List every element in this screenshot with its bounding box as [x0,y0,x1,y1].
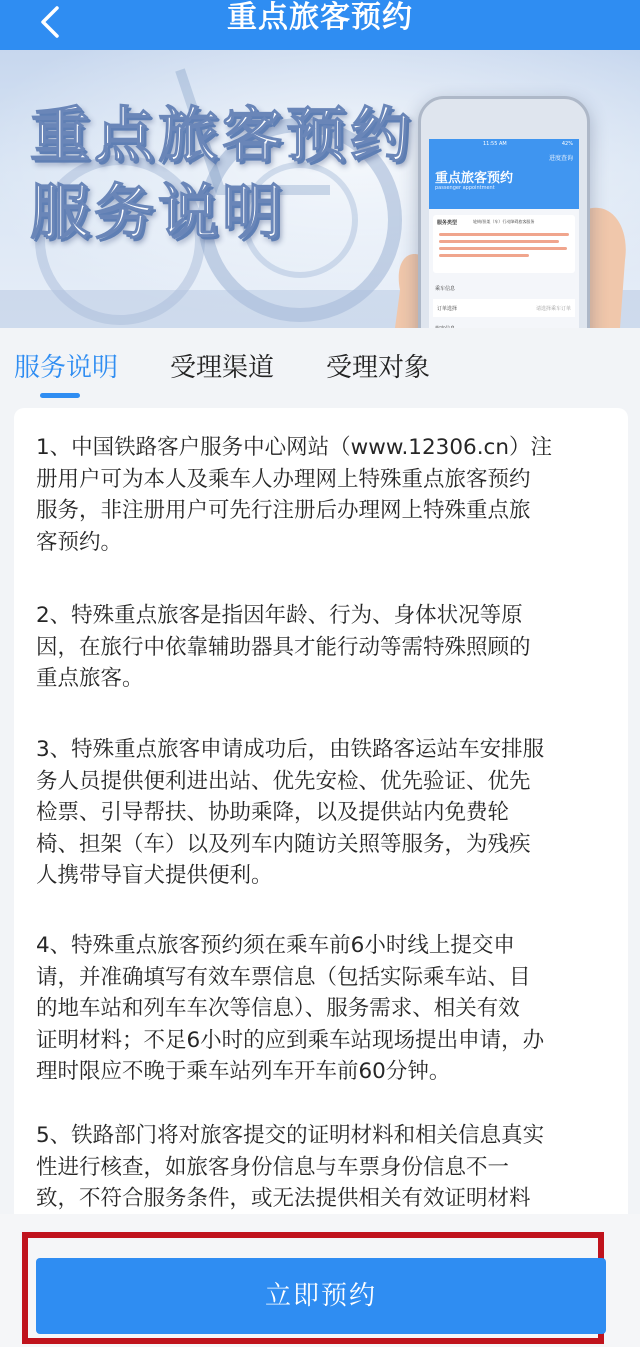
phone-top-link: 进度查询 [548,155,573,162]
paragraph-line: 3、特殊重点旅客申请成功后，由铁路客运站车安排服 [36,737,545,762]
description-paragraph [36,1120,608,1215]
chevron-left-icon [37,5,63,39]
banner-title-line1: 重点旅客预约 [30,101,414,171]
paragraph-line: 客预约。 [36,529,123,555]
paragraph-line: 证明材料；不足6小时的应到乘车站现场提出申请，办 [36,1027,545,1053]
paragraph-line: 致，不符合服务条件，或无法提供相关有效证明材料 [36,1186,531,1211]
paragraph-line: 请，并准确填写有效车票信息（包括实际乘车站、目 [36,964,531,990]
paragraph-line: 因，在旅行中依靠辅助器具才能行动等需特殊照顾的 [36,634,531,660]
description-paragraph [36,432,608,558]
phone-order-label: 订单选择 [437,306,458,312]
phone-status-time: 11:55 AM [483,141,507,147]
paragraph-line: 4、特殊重点旅客预约须在乘车前6小时线上提交申 [36,933,515,958]
phone-service-type-label: 服务类型 [437,220,458,226]
paragraph-line: 1、中国铁路客户服务中心网站（www.12306.cn）注 [36,435,552,460]
reserve-now-button[interactable]: 立即预约 [36,1258,606,1334]
paragraph-line: 椅、担架（车）以及列车内随访关照等服务，为残疾 [36,831,531,857]
page-title: 重点旅客预约 [227,0,413,35]
phone-status-battery: 42% [561,141,573,147]
active-tab-indicator [40,393,80,398]
service-description-content[interactable] [14,408,628,1308]
phone-service-type-value: 轮椅/担架（车）行动障碍旅客服务 [473,219,535,224]
paragraph-line: 5、铁路部门将对旅客提交的证明材料和相关信息真实 [36,1123,545,1148]
phone-service-card [433,215,575,273]
description-paragraph [36,600,608,695]
description-paragraph [36,734,608,892]
banner-title-line2: 服务说明 [30,178,286,248]
paragraph-line: 服务，非注册用户可先行注册后办理网上特殊重点旅 [36,498,531,523]
service-banner [0,50,640,328]
phone-app-title: 重点旅客预约 [435,171,514,186]
phone-order-value: 请选择乘车订单 [535,306,571,312]
tab-bar [0,328,640,408]
paragraph-line: 的地车站和列车车次等信息）、服务需求、相关有效 [36,996,520,1021]
phone-screen-header [429,139,579,209]
paragraph-line: 人携带导盲犬提供便利。 [36,863,273,888]
paragraph-line: 务人员提供便利进出站、优先安检、优先验证、优先 [36,768,531,794]
tab-eligible-passengers[interactable]: 受理对象 [326,353,431,383]
phone-app-subtitle: passenger appointment [435,185,495,191]
paragraph-line: 检票、引导帮扶、协助乘降，以及提供站内免费轮 [36,800,510,825]
back-button[interactable] [28,2,72,42]
paragraph-line: 2、特殊重点旅客是指因年龄、行为、身体状况等原 [36,603,523,628]
tab-service-description[interactable]: 服务说明 [14,353,119,383]
tab-channels[interactable]: 受理渠道 [170,353,275,383]
description-paragraph [36,930,608,1088]
phone-passenger-info-label: 乘车信息 [435,286,456,292]
phone-status-bar [433,141,575,149]
paragraph-line: 重点旅客。 [36,666,144,691]
paragraph-line: 理时限应不晚于乘车站列车开车前60分钟。 [36,1059,451,1084]
top-nav-bar [0,0,640,50]
paragraph-line: 册用户可为本人及乘车人办理网上特殊重点旅客预约 [36,466,531,492]
paragraph-line: 性进行核查，如旅客身份信息与车票身份信息不一 [36,1154,510,1180]
